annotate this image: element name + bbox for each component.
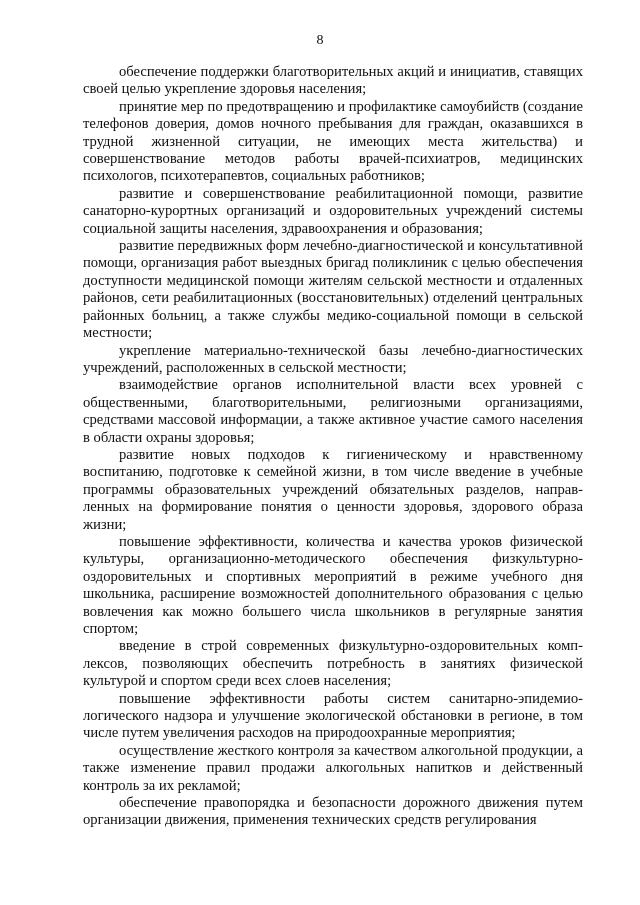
paragraph-alcohol-control: осуществление жесткого контроля за качеством алкогольной продукции, а также изменение правил продажи алкогольных напитков и действенный контроль за их рекламой; — [83, 742, 583, 794]
paragraph-authority-cooperation: взаимодействие органов исполнительной власти всех уровней с общественными, благотворительными, религиозными организациями, средствами массовой информации, а также активное участие самого населения в области охраны здоровья; — [83, 377, 583, 446]
document-body — [83, 64, 583, 830]
paragraph-physical-education: повышение эффективности, количества и качества уроков физической культуры, организационно-методического обеспечения физкультурно-оздоровительных и спортивных мероприятий в режиме учебного дня школьника, расширение возможностей дополнительного образования с целью вовлечения как можно большего числа школьников в регулярные занятия спортом; — [83, 533, 583, 637]
paragraph-sanitary-supervision: повышение эффективности работы систем санитарно-эпидемиологического надзора и улучшение экологической обстановки в регионе, в том числе путем увеличения расходов на природоохранные мероприятия; — [83, 690, 583, 742]
paragraph-mobile-care: развитие передвижных форм лечебно-диагностической и консультативной помощи, организация работ выездных бригад поликлиник с целью обеспечения доступности медицинской помощи жителям сельской местности и отдаленных районов, сети реабилитационных (восстановительных) отделений центральных районных больниц, а также службы медико-социальной помощи в сельской местности; — [83, 238, 583, 342]
page-number: 8 — [316, 33, 324, 48]
paragraph-charity-support: обеспечение поддержки благотворительных акций и инициатив, ставящих своей целью укрепление здоровья населения; — [83, 64, 583, 98]
paragraph-rural-facilities: укрепление материально-технической базы лечебно-диагностических учреждений, расположенных в сельской местности; — [83, 342, 583, 376]
paragraph-suicide-prevention: принятие мер по предотвращению и профилактике самоубийств (создание телефонов доверия, домов ночного пребывания для граждан, оказавшихся в трудной жизненной ситуации, не имеющих места жительства) и совершенствование методов работы врачей-психиатров, медицинских психологов, психотерапевтов, социальных работников; — [83, 98, 583, 185]
paragraph-road-safety: обеспечение правопорядка и безопасности дорожного движения путем организации движения, применения технических средств регулирования — [83, 795, 583, 829]
paragraph-sports-complexes: введение в строй современных физкультурно-оздоровительных комплексов, позволяющих обеспечить потребность в занятиях физической культурой и спортом среди всех слоев населения; — [83, 638, 583, 690]
paragraph-rehabilitation: развитие и совершенствование реабилитационной помощи, развитие санаторно-курортных организаций и оздоровительных учреждений системы социальной защиты населения, здравоохранения и образования; — [83, 185, 583, 237]
paragraph-hygiene-education: развитие новых подходов к гигиеническому и нравственному воспитанию, подготовке к семейной жизни, в том числе введение в учебные программы образовательных учреждений обязательных разделов, направленных на формирование понятия о ценности здоровья, здорового образа жизни; — [83, 446, 583, 533]
